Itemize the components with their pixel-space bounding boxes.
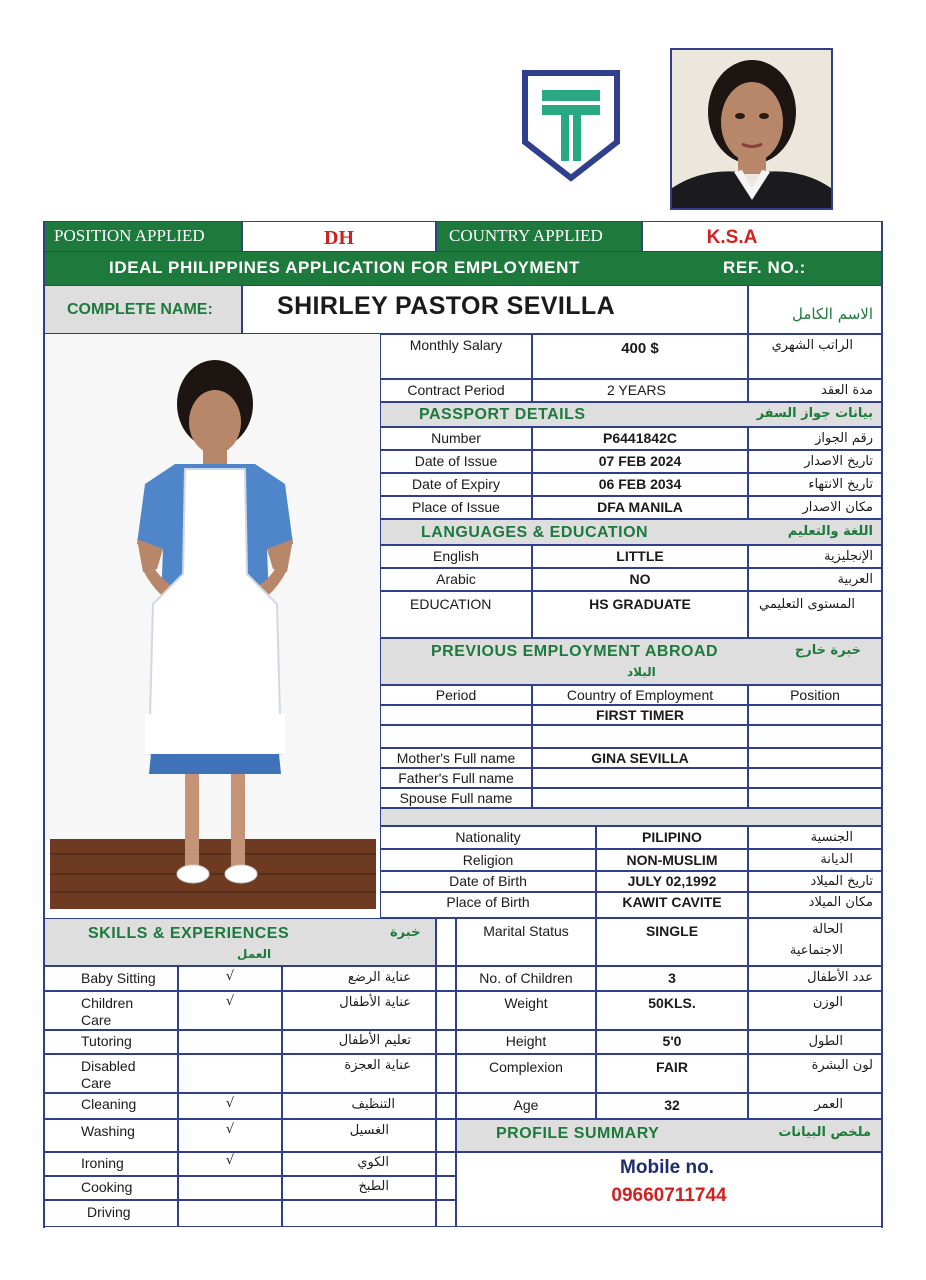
place-of-birth-label: Place of Birth: [446, 894, 530, 910]
spouse-name-extra: [748, 788, 882, 808]
marital-status-value: SINGLE: [645, 923, 699, 939]
weight-value-cell: [596, 991, 748, 1030]
skill-cooking-label-cell: [44, 1176, 178, 1200]
skill-tutoring-ar: تعليم الأطفال: [338, 1033, 411, 1048]
position-applied-value: DH: [324, 227, 354, 249]
skill-disabled-care-label-cell: [44, 1054, 178, 1093]
passport-number-ar-cell: [748, 427, 882, 450]
ref-no-label: REF. NO.:: [723, 258, 806, 277]
complete-name-ar-cell: [748, 285, 882, 334]
education-label-cell: [380, 591, 532, 638]
nationality-label-cell: [380, 826, 596, 849]
skill-children-care-ar: عناية الأطفال: [339, 995, 411, 1010]
position-applied-label: POSITION APPLIED: [54, 226, 205, 245]
father-name-value: [533, 769, 747, 770]
previous-employment-title: PREVIOUS EMPLOYMENT ABROAD: [431, 643, 719, 660]
skill-cooking-ar-cell: [282, 1176, 436, 1200]
skill-baby-sitting-check-cell: [178, 966, 282, 991]
children-count-value-cell: [596, 966, 748, 991]
date-of-issue-label: Date of Issue: [414, 453, 498, 469]
monthly-salary-ar-cell: [748, 334, 882, 379]
profile-summary-title-ar: ملخص البيانات: [778, 1125, 871, 1140]
skill-washing-check: √: [225, 1122, 235, 1137]
skill-tutoring-label: Tutoring: [81, 1033, 132, 1049]
employment-row-1-period: [380, 705, 532, 725]
father-name-extra: [748, 768, 882, 788]
contract-period-ar: مدة العقد: [821, 383, 873, 398]
spouse-name-label-cell: [380, 788, 532, 808]
profile-summary-title: PROFILE SUMMARY: [496, 1125, 660, 1142]
contract-period-label: Contract Period: [407, 382, 505, 398]
nationality-ar-cell: [748, 826, 882, 849]
skill-children-care-gap: [436, 991, 456, 1030]
monthly-salary-ar: الراتب الشهري: [771, 338, 853, 353]
marital-status-value-cell: [596, 918, 748, 966]
place-of-birth-label-cell: [380, 892, 596, 918]
skill-driving-gap: [436, 1200, 456, 1227]
weight-value: 50KLS.: [648, 995, 696, 1011]
date-of-expiry-ar: تاريخ الانتهاء: [808, 477, 873, 492]
passport-title: PASSPORT DETAILS: [419, 406, 586, 423]
mother-name-extra: [748, 748, 882, 768]
age-value-cell: [596, 1093, 748, 1119]
children-count-label-cell: [456, 966, 596, 991]
mother-name-value: GINA SEVILLA: [591, 750, 689, 766]
place-of-birth-ar: مكان الميلاد: [808, 895, 873, 910]
children-count-label: No. of Children: [479, 970, 573, 986]
form-title-band: [44, 252, 882, 285]
period-header: Period: [435, 687, 477, 703]
arabic-label: Arabic: [436, 571, 476, 587]
passport-number-value-cell: [532, 427, 748, 450]
skill-washing-label: Washing: [81, 1123, 135, 1139]
religion-ar-cell: [748, 849, 882, 871]
skill-baby-sitting-check: √: [225, 969, 235, 984]
employment-row-1-country: FIRST TIMER: [596, 707, 684, 723]
spouse-name-label: Spouse Full name: [399, 790, 513, 806]
height-value: 5'0: [662, 1033, 682, 1049]
skills-gap-column: [436, 918, 456, 966]
company-logo: [522, 70, 620, 182]
place-of-birth-value: KAWIT CAVITE: [622, 894, 722, 910]
complexion-ar-cell: [748, 1054, 882, 1093]
date-of-issue-value: 07 FEB 2024: [598, 453, 682, 469]
education-value-cell: [532, 591, 748, 638]
skill-tutoring-check-cell: [178, 1030, 282, 1054]
contract-period-value: 2 YEARS: [607, 382, 666, 398]
contract-period-label-cell: [380, 379, 532, 402]
place-of-birth-ar-cell: [748, 892, 882, 918]
country-of-employment-header: Country of Employment: [566, 687, 714, 703]
mother-name-label-cell: [380, 748, 532, 768]
religion-ar: الديانة: [820, 852, 853, 867]
english-label-cell: [380, 545, 532, 568]
form-right-border: [881, 221, 883, 1228]
marital-status-label: Marital Status: [483, 923, 569, 939]
position-applied-label-cell: [44, 221, 242, 252]
mobile-number: 09660711744: [611, 1185, 727, 1206]
languages-title: LANGUAGES & EDUCATION: [421, 524, 649, 541]
mother-name-label: Mother's Full name: [396, 750, 516, 766]
date-of-expiry-value-cell: [532, 473, 748, 496]
complexion-label: Complexion: [489, 1059, 563, 1075]
skill-ironing-check-cell: [178, 1152, 282, 1176]
passport-title-ar: بيانات جواز السفر: [756, 406, 873, 421]
complexion-value-cell: [596, 1054, 748, 1093]
date-of-birth-value-cell: [596, 871, 748, 892]
religion-label: Religion: [462, 852, 514, 868]
period-header-cell: [380, 685, 532, 705]
monthly-salary-value-cell: [532, 334, 748, 379]
place-of-birth-value-cell: [596, 892, 748, 918]
skill-washing-label-cell: [44, 1119, 178, 1152]
previous-employment-header: [380, 638, 882, 685]
skill-ironing-label: Ironing: [81, 1155, 124, 1171]
father-name-label-cell: [380, 768, 532, 788]
date-of-birth-value: JULY 02,1992: [627, 873, 717, 889]
english-label: English: [433, 548, 479, 564]
employment-row-1-position: [748, 705, 882, 725]
nationality-value: PILIPINO: [642, 829, 702, 845]
skill-cleaning-ar: التنظيف: [351, 1097, 395, 1112]
skill-children-care-label-cell: [44, 991, 178, 1030]
height-ar: الطول: [808, 1034, 843, 1049]
skill-baby-sitting-gap: [436, 966, 456, 991]
date-of-expiry-ar-cell: [748, 473, 882, 496]
employment-row-2-position: [748, 725, 882, 748]
country-applied-label: COUNTRY APPLIED: [449, 226, 603, 245]
date-of-expiry-value: 06 FEB 2034: [598, 476, 682, 492]
age-value: 32: [664, 1097, 680, 1113]
skill-disabled-care-label: Disabled Care: [81, 1058, 136, 1091]
skill-driving-label: Driving: [87, 1204, 131, 1220]
monthly-salary-label-cell: [380, 334, 532, 379]
spacer-band: [380, 808, 882, 826]
skill-children-care-check: √: [225, 994, 235, 1009]
nationality-value-cell: [596, 826, 748, 849]
nationality-label: Nationality: [455, 829, 521, 845]
religion-value: NON-MUSLIM: [626, 852, 718, 868]
skill-cleaning-label-cell: [44, 1093, 178, 1119]
date-of-issue-ar: تاريخ الاصدار: [804, 454, 873, 469]
passport-section-header: [380, 402, 882, 427]
skill-driving-ar-cell: [282, 1200, 436, 1227]
skill-baby-sitting-label: Baby Sitting: [81, 970, 156, 986]
education-ar-cell: [748, 591, 882, 638]
passport-number-value: P6441842C: [603, 430, 677, 446]
languages-section-header: [380, 519, 882, 545]
spouse-name-value: [533, 789, 747, 790]
age-label-cell: [456, 1093, 596, 1119]
skill-disabled-care-ar-cell: [282, 1054, 436, 1093]
employment-row-2-period: [380, 725, 532, 748]
date-of-expiry-label: Date of Expiry: [412, 476, 500, 492]
skills-title: SKILLS & EXPERIENCES: [88, 925, 290, 942]
religion-value-cell: [596, 849, 748, 871]
weight-label: Weight: [504, 995, 548, 1011]
complete-name-ar: الاسم الكامل: [791, 305, 873, 323]
weight-label-cell: [456, 991, 596, 1030]
position-applied-value-cell: [242, 221, 436, 252]
skill-baby-sitting-ar-cell: [282, 966, 436, 991]
contract-period-ar-cell: [748, 379, 882, 402]
skill-disabled-care-ar: عناية العجزة: [344, 1058, 411, 1073]
previous-employment-title-ar-1: خبرة خارج: [794, 643, 861, 658]
employment-row-2-country: [532, 725, 748, 748]
skills-title-ar-2: العمل: [237, 947, 272, 961]
age-label: Age: [513, 1097, 539, 1113]
complexion-label-cell: [456, 1054, 596, 1093]
skill-cooking-ar: الطبخ: [358, 1179, 389, 1194]
height-ar-cell: [748, 1030, 882, 1054]
skill-washing-check-cell: [178, 1119, 282, 1152]
date-of-issue-label-cell: [380, 450, 532, 473]
education-label: EDUCATION: [410, 596, 492, 612]
children-count-ar-cell: [748, 966, 882, 991]
head-photo: [670, 48, 833, 210]
children-count-value: 3: [668, 970, 676, 986]
skill-cleaning-check: √: [225, 1096, 235, 1111]
skill-baby-sitting-ar: عناية الرضع: [347, 970, 411, 985]
skill-children-care-ar-cell: [282, 991, 436, 1030]
mother-name-value-cell: [532, 748, 748, 768]
complexion-ar: لون البشرة: [811, 1058, 873, 1073]
date-of-birth-label: Date of Birth: [449, 873, 527, 889]
skill-cleaning-gap: [436, 1093, 456, 1119]
date-of-birth-ar-cell: [748, 871, 882, 892]
passport-number-label-cell: [380, 427, 532, 450]
skills-title-ar-1: خبرة: [390, 925, 421, 940]
skill-ironing-ar: الكوي: [357, 1155, 389, 1170]
arabic-value-cell: [532, 568, 748, 591]
skill-driving-check-cell: [178, 1200, 282, 1227]
skill-tutoring-gap: [436, 1030, 456, 1054]
position-header-cell: [748, 685, 882, 705]
skill-baby-sitting-label-cell: [44, 966, 178, 991]
place-of-issue-ar: مكان الاصدار: [802, 500, 873, 515]
passport-number-label: Number: [431, 430, 481, 446]
skill-disabled-care-gap: [436, 1054, 456, 1093]
complete-name-label-cell: [44, 285, 242, 334]
full-body-photo: [44, 334, 380, 918]
marital-status-ar-cell: [748, 918, 882, 966]
skill-cleaning-ar-cell: [282, 1093, 436, 1119]
complete-name-value: SHIRLEY PASTOR SEVILLA: [277, 292, 616, 320]
date-of-issue-ar-cell: [748, 450, 882, 473]
english-value: LITTLE: [616, 548, 664, 564]
date-of-expiry-label-cell: [380, 473, 532, 496]
country-applied-value-cell: [642, 221, 882, 252]
date-of-birth-ar: تاريخ الميلاد: [810, 874, 873, 889]
employment-row-1-country-cell: [532, 705, 748, 725]
form-left-border: [43, 221, 45, 1228]
weight-ar: الوزن: [812, 995, 843, 1010]
skill-tutoring-ar-cell: [282, 1030, 436, 1054]
place-of-issue-label-cell: [380, 496, 532, 519]
education-value: HS GRADUATE: [589, 596, 691, 612]
skill-cooking-label: Cooking: [81, 1179, 133, 1195]
spouse-name-value-cell: [532, 788, 748, 808]
date-of-birth-label-cell: [380, 871, 596, 892]
place-of-issue-label: Place of Issue: [412, 499, 500, 515]
english-ar: الإنجليزية: [823, 549, 873, 564]
country-applied-value: K.S.A: [706, 227, 758, 248]
country-of-employment-header-cell: [532, 685, 748, 705]
height-label-cell: [456, 1030, 596, 1054]
skill-ironing-gap: [436, 1152, 456, 1176]
place-of-issue-ar-cell: [748, 496, 882, 519]
english-value-cell: [532, 545, 748, 568]
skill-cooking-check-cell: [178, 1176, 282, 1200]
height-label: Height: [505, 1033, 547, 1049]
marital-status-ar: الحالة الاجتماعية: [789, 922, 843, 958]
profile-summary-body: [456, 1152, 882, 1227]
skill-disabled-care-check-cell: [178, 1054, 282, 1093]
arabic-ar: العربية: [837, 572, 873, 587]
skill-driving-label-cell: [44, 1200, 178, 1227]
skills-section-header: [44, 918, 436, 966]
skill-children-care-check-cell: [178, 991, 282, 1030]
age-ar-cell: [748, 1093, 882, 1119]
profile-summary-header: [456, 1119, 882, 1152]
father-name-label: Father's Full name: [398, 770, 514, 786]
skill-tutoring-label-cell: [44, 1030, 178, 1054]
weight-ar-cell: [748, 991, 882, 1030]
position-header: Position: [790, 687, 840, 703]
height-value-cell: [596, 1030, 748, 1054]
previous-employment-title-ar-2: البلاد: [627, 665, 656, 679]
contract-period-value-cell: [532, 379, 748, 402]
skill-ironing-label-cell: [44, 1152, 178, 1176]
monthly-salary-value: 400 $: [621, 340, 659, 357]
skill-washing-ar: الغسيل: [349, 1123, 389, 1138]
place-of-issue-value: DFA MANILA: [597, 499, 683, 515]
complete-name-value-cell: [242, 285, 748, 334]
education-ar: المستوى التعليمي: [759, 597, 855, 612]
country-applied-label-cell: [436, 221, 642, 252]
religion-label-cell: [380, 849, 596, 871]
complexion-value: FAIR: [656, 1059, 688, 1075]
skill-cleaning-check-cell: [178, 1093, 282, 1119]
nationality-ar: الجنسية: [810, 830, 853, 845]
skill-washing-gap: [436, 1119, 456, 1152]
arabic-value: NO: [629, 571, 651, 587]
skill-ironing-ar-cell: [282, 1152, 436, 1176]
arabic-ar-cell: [748, 568, 882, 591]
mobile-label: Mobile no.: [620, 1157, 714, 1178]
children-count-ar: عدد الأطفال: [807, 970, 873, 985]
form-title: IDEAL PHILIPPINES APPLICATION FOR EMPLOYMENT: [109, 258, 580, 277]
skill-washing-ar-cell: [282, 1119, 436, 1152]
skill-children-care-label: Children Care: [81, 995, 134, 1028]
arabic-label-cell: [380, 568, 532, 591]
complete-name-label: COMPLETE NAME:: [67, 301, 213, 318]
monthly-salary-label: Monthly Salary: [409, 337, 503, 353]
skill-cleaning-label: Cleaning: [81, 1096, 137, 1112]
place-of-issue-value-cell: [532, 496, 748, 519]
age-ar: العمر: [814, 1097, 843, 1112]
languages-title-ar: اللغة والتعليم: [787, 524, 873, 539]
passport-number-ar: رقم الجواز: [815, 431, 873, 446]
english-ar-cell: [748, 545, 882, 568]
marital-status-label-cell: [456, 918, 596, 966]
date-of-issue-value-cell: [532, 450, 748, 473]
skill-ironing-check: √: [225, 1153, 235, 1168]
father-name-value-cell: [532, 768, 748, 788]
skill-cooking-gap: [436, 1176, 456, 1200]
